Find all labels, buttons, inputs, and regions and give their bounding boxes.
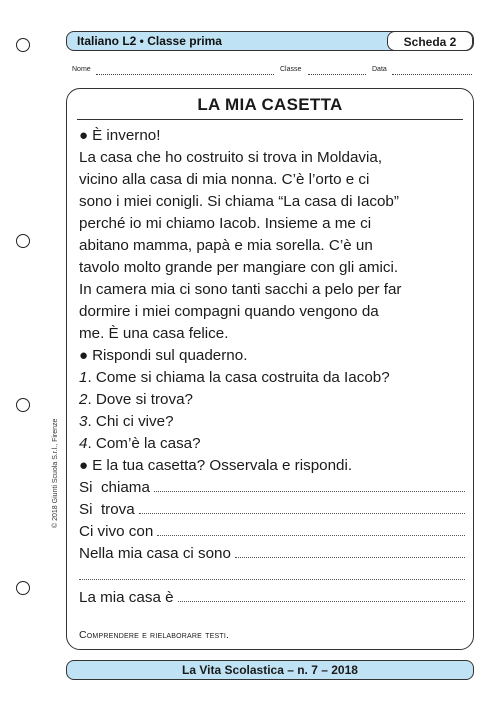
bullet-icon: ● (79, 127, 89, 144)
question-item: 3. Chi ci vive? (79, 413, 174, 430)
question-item: 2. Dove si trova? (79, 391, 193, 408)
header-bar (66, 31, 474, 51)
binder-hole-4 (16, 581, 30, 595)
story-line: abitano mamma, papà e mia sorella. C’è un (79, 237, 373, 254)
answer-line-residents[interactable]: Ci vivo con (79, 521, 465, 543)
section-heading-osserva: ● E la tua casetta? Osservala e rispondi. (79, 457, 353, 474)
copyright-note: © 2018 Giunti Scuola S.r.l., Firenze (52, 418, 59, 528)
question-item: 4. Com’è la casa? (79, 435, 201, 452)
section-heading-inverno: ● È inverno! (79, 127, 161, 144)
section-heading-rispondi: ● Rispondi sul quaderno. (79, 347, 248, 364)
bullet-icon: ● (79, 347, 89, 364)
answer-line-contents[interactable]: Nella mia casa ci sono (79, 543, 465, 565)
footer-bar: La Vita Scolastica – n. 7 – 2018 (66, 660, 474, 680)
story-line: tavolo molto grande per mangiare con gli amici. (79, 259, 399, 276)
answer-line-description[interactable]: La mia casa è (79, 587, 465, 609)
bullet-icon: ● (79, 457, 89, 474)
binder-hole-3 (16, 398, 30, 412)
worksheet-card (66, 88, 474, 650)
story-line: vicino alla casa di mia nonna. C’è l’orto e ci (79, 171, 370, 188)
story-line: sono i miei conigli. Si chiama “La casa di Iacob” (79, 193, 399, 210)
story-line: dormire i miei compagni quando vengono da (79, 303, 379, 320)
page-title: LA MIA CASETTA (197, 95, 343, 114)
binder-hole-1 (16, 38, 30, 52)
name-label: Nome (72, 66, 91, 73)
binder-hole-2 (16, 234, 30, 248)
sheet-number: Scheda 2 (387, 31, 473, 51)
class-field[interactable] (308, 66, 366, 75)
answer-line-name[interactable]: Si chiama (79, 477, 465, 499)
skill-note: Comprendere e rielaborare testi. (79, 629, 230, 641)
subject-label: Italiano L2 • Classe prima (77, 34, 222, 48)
class-label: Classe (280, 66, 302, 73)
date-field[interactable] (392, 66, 472, 75)
name-field[interactable] (96, 66, 274, 75)
student-info-line (70, 66, 474, 78)
story-line: La casa che ho costruito si trova in Moldavia, (79, 149, 383, 166)
question-item: 1. Come si chiama la casa costruita da Iacob? (79, 369, 390, 386)
answer-line-location[interactable]: Si trova (79, 499, 465, 521)
story-line: In camera mia ci sono tanti sacchi a pelo per far (79, 281, 402, 298)
story-line: perché io mi chiamo Iacob. Insieme a me ci (79, 215, 372, 232)
answer-line-contents-continued[interactable] (79, 565, 465, 587)
title-divider (77, 119, 463, 120)
story-line: me. È una casa felice. (79, 325, 229, 342)
worksheet-content (79, 125, 465, 609)
date-label: Data (372, 66, 387, 73)
